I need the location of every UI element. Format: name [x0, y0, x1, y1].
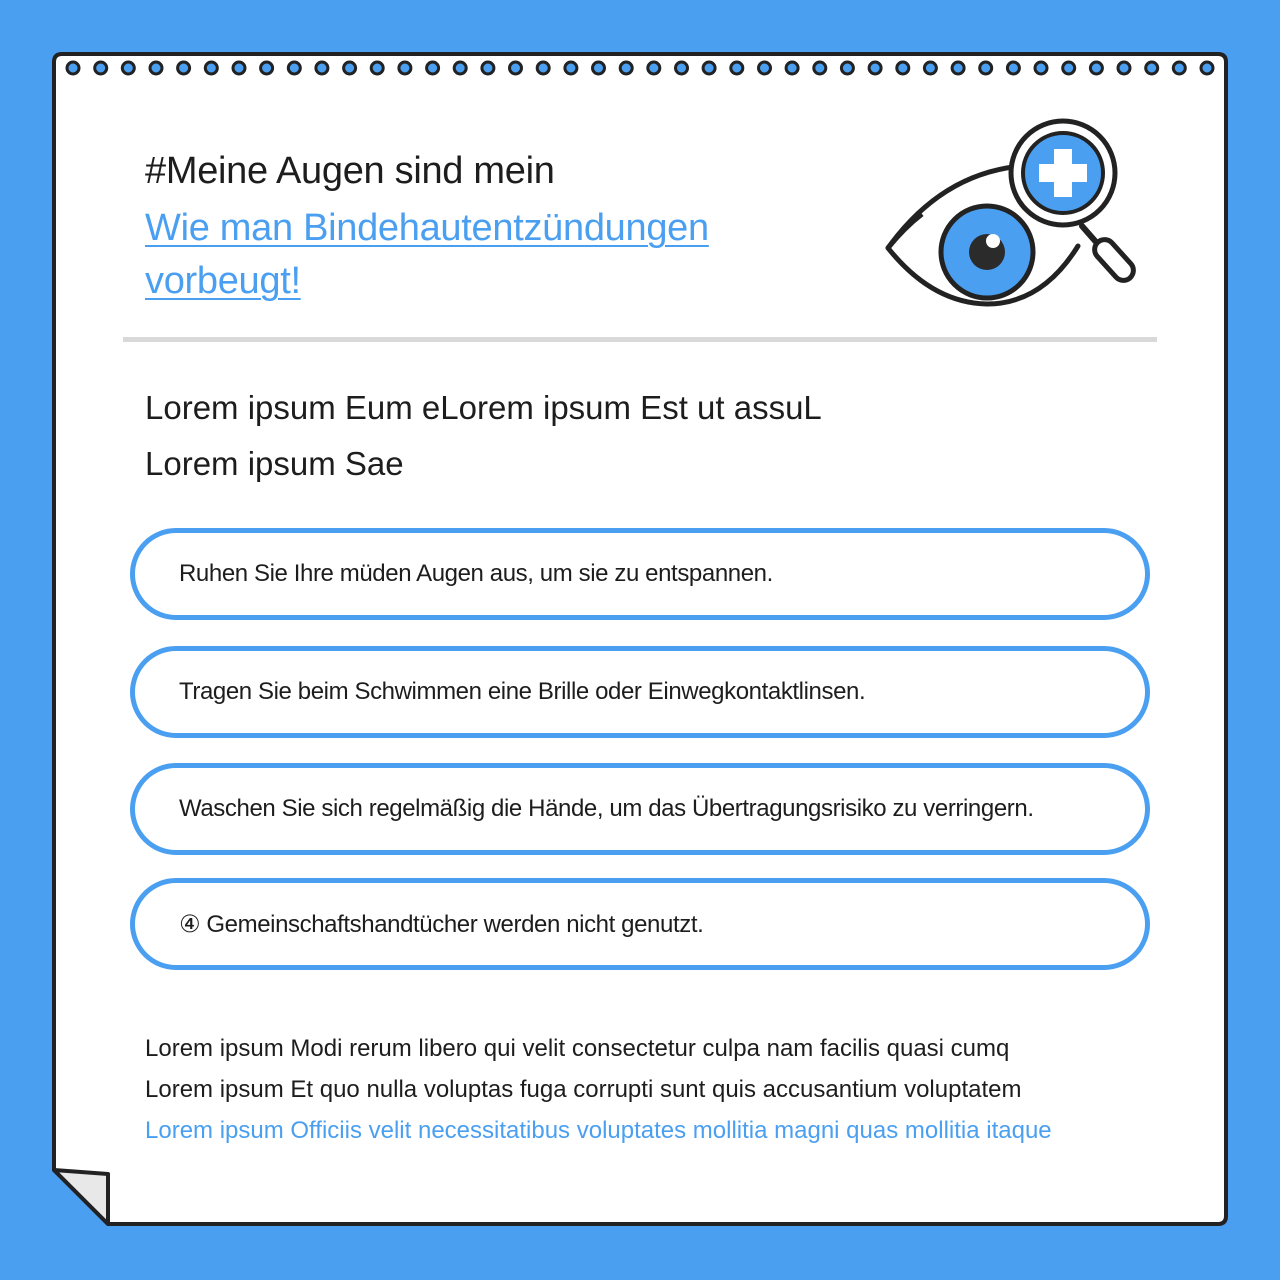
tip-text: ④ Gemeinschaftshandtücher werden nicht genutzt. [179, 910, 704, 938]
binding-ring [648, 62, 660, 74]
binding-ring [620, 62, 632, 74]
binding-ring [841, 62, 853, 74]
binding-ring [261, 62, 273, 74]
binding-ring [593, 62, 605, 74]
binding-ring [869, 62, 881, 74]
binding-ring [399, 62, 411, 74]
folded-corner-icon [54, 1170, 108, 1224]
binding-ring [731, 62, 743, 74]
binding-ring [703, 62, 715, 74]
article-link[interactable]: Wie man Bindehautentzündungen vorbeugt! [145, 207, 709, 302]
binding-ring [1146, 62, 1158, 74]
binding-ring [122, 62, 134, 74]
footer-line: Lorem ipsum Modi rerum libero qui velit consectetur culpa nam facilis quasi cumq [145, 1035, 1010, 1062]
binding-ring [814, 62, 826, 74]
eye-with-magnifier-plus-icon [882, 118, 1162, 318]
binding-ring [316, 62, 328, 74]
binding-ring [676, 62, 688, 74]
tip-pill [130, 646, 1150, 738]
binding-ring [952, 62, 964, 74]
intro-line: Lorem ipsum Eum eLorem ipsum Est ut assuL [145, 389, 822, 426]
binding-ring [427, 62, 439, 74]
binding-ring [786, 62, 798, 74]
binding-ring [565, 62, 577, 74]
binding-ring [897, 62, 909, 74]
binding-ring [1063, 62, 1075, 74]
binding-ring [454, 62, 466, 74]
binding-ring [233, 62, 245, 74]
binding-ring [482, 62, 494, 74]
tip-text: Waschen Sie sich regelmäßig die Hände, um das Übertragungsrisiko zu verringern. [179, 795, 1034, 822]
tip-text: Ruhen Sie Ihre müden Augen aus, um sie zu entspannen. [179, 560, 773, 587]
binding-ring [288, 62, 300, 74]
footer-highlight-line: Lorem ipsum Officiis velit necessitatibus voluptates mollitia magni quas mollitia itaque [145, 1117, 1052, 1144]
binding-ring [510, 62, 522, 74]
binding-ring [759, 62, 771, 74]
divider [123, 337, 1157, 342]
binding-ring [1201, 62, 1213, 74]
binding-ring [980, 62, 992, 74]
notepad-card [52, 52, 1228, 1228]
binding-ring [537, 62, 549, 74]
footer-line: Lorem ipsum Et quo nulla voluptas fuga corrupti sunt quis accusantium voluptatem [145, 1076, 1022, 1103]
binding-ring [178, 62, 190, 74]
tip-text: Tragen Sie beim Schwimmen eine Brille oder Einwegkontaktlinsen. [179, 678, 866, 705]
spiral-binding-icon [64, 58, 1216, 78]
tip-pill [130, 878, 1150, 970]
intro-text [145, 380, 1045, 492]
binding-ring [205, 62, 217, 74]
binding-ring [924, 62, 936, 74]
binding-ring [150, 62, 162, 74]
binding-ring [1173, 62, 1185, 74]
footer-text [145, 1028, 1165, 1151]
binding-ring [67, 62, 79, 74]
binding-ring [1035, 62, 1047, 74]
binding-ring [95, 62, 107, 74]
binding-ring [1090, 62, 1102, 74]
binding-ring [371, 62, 383, 74]
tip-pill [130, 528, 1150, 620]
tip-pill [130, 763, 1150, 855]
binding-ring [344, 62, 356, 74]
binding-ring [1118, 62, 1130, 74]
page-title: #Meine Augen sind mein [145, 150, 555, 192]
binding-ring [1007, 62, 1019, 74]
intro-line: Lorem ipsum Sae [145, 445, 404, 482]
